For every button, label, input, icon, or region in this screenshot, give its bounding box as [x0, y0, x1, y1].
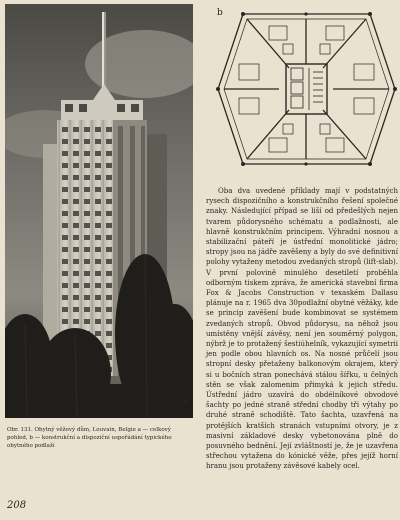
figure-b-label: b: [217, 8, 223, 18]
building-photo: [5, 4, 193, 418]
tower-photograph: [5, 4, 193, 418]
floor-plan: [213, 4, 400, 174]
figure-a-label: a: [184, 396, 189, 405]
page-number: 208: [7, 500, 27, 511]
central-core: [286, 64, 327, 114]
tower-crown: [61, 100, 143, 120]
body-paragraph: Oba dva uvedené příklady mají v podstatných rysech dispozičního a konstrukčního řešení společné znaky. Následující případ se liší od předešlých nejen tvarem půdorysného schématu a podlažnosti, ale hlavně konstrukčním principem. Výhradní nosnou a stabilizační páteří je ústřední monolitické jádro; stropy jsou na jádře zavěšeny a byly do své definitivní polohy vytaženy metodou zvedaných stropů (lift-slab). V první polovině minulého desetiletí proběhla odborným tiskem zpráva, že americká stavební firma Fox & Jacobs Construction v texaském Dallasu plánuje na r. 1965 dva 30podlažní obytné věžáky, kde se princip zavěšení bude kombinovat se systémem zvedaných stropů. Obvod půdorysu, na něhož jsou umístěny vnější závěsy, není jen souměrný polygon, nýbrž je to protažený šestiúhelník, vykazující symetrii jen podle obou hlavních os. Na nosné průčelí jsou stropní desky přetaženy balkonovým okrajem, který si u bočních stran ponechává stálou šířku, u čelných stěn se však zalomenim přimyká k jejich středu. Ústřední jádro uzavírá do obdélníkové obvodové šachty po jedné straně střední chodby tři výtahy po druhé straně schodiště. Tato šachta, uzavřená na protějších kratších stranách vstupními otvory, je z masivní základové desky vybetonována plně do posuvného bednění. Její zvláštností je, že je uzavřena střechou vytažena do kónické věže, přes jejíž horní hranu jsou protaženy závěsové kabely ocel.: [206, 187, 398, 471]
floor-plan-drawing: [213, 4, 400, 174]
figure-caption: Obr. 131. Obytný věžový dům, Louvain, Belgie a — celkový pohled, b — konstrukční a dispoziční uspořádání typického obytného podlaží: [7, 427, 172, 449]
